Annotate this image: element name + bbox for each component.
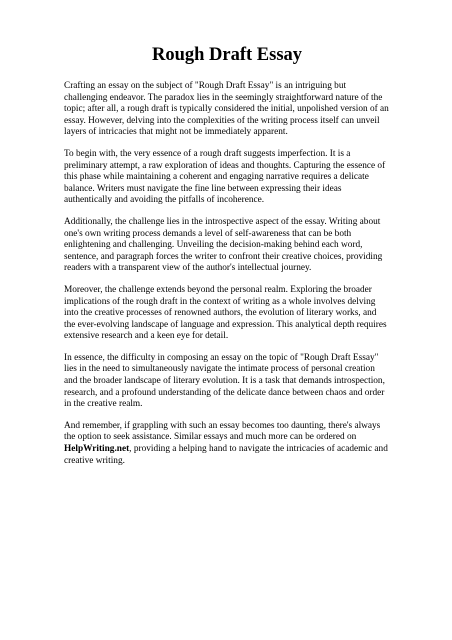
- paragraph-3: Additionally, the challenge lies in the introspective aspect of the essay. Writing about one's own writing process demands a level of self-awareness that can be both enlightening and challenging. Unveiling the decision-making behind each word, sentence, and paragraph forces the writer to confront their creative choices, providing readers with a transparent view of the author's intellectual journey.: [64, 216, 383, 274]
- closing-text-before: And remember, if grappling with such an essay becomes too daunting, there's always the option to seek assistance. Similar essays and much more can be ordered on: [64, 420, 381, 443]
- paragraph-2: To begin with, the very essence of a rough draft suggests imperfection. It is a preliminary attempt, a raw exploration of ideas and thoughts. Capturing the essence of this phase while maintaining a coherent and engaging narrative requires a delicate balance. Writers must navigate the fine line between expressing their ideas authentically and avoiding the pitfalls of incoherence.: [64, 148, 386, 206]
- closing-paragraph: [64, 421, 390, 467]
- document-title: Rough Draft Essay: [151, 45, 303, 65]
- helpwriting-link[interactable]: HelpWriting.net: [64, 444, 130, 455]
- paragraph-1: Crafting an essay on the subject of "Rough Draft Essay" is an intriguing but challenging endeavor. The paradox lies in the seemingly straightforward nature of the topic; after all, a rough draft is typically considered the initial, unpolished version of an essay. However, delving into the complexities of the writing process itself can unveil layers of intricacies that might not be immediately apparent.: [64, 81, 389, 138]
- paragraph-4: Moreover, the challenge extends beyond the personal realm. Exploring the broader implications of the rough draft in the context of writing as a whole involves delving into the creative processes of renowned authors, the evolution of literary works, and the ever-evolving landscape of language and expression. This analytical depth requires extensive research and a keen eye for detail.: [64, 284, 387, 342]
- paragraph-5: In essence, the difficulty in composing an essay on the topic of "Rough Draft Essay" lies in the need to simultaneously navigate the intimate process of personal creation and the broader landscape of literary evolution. It is a task that demands introspection, research, and a profound understanding of the delicate dance between chaos and order in the creative realm.: [64, 352, 385, 410]
- closing-text-after: , providing a helping hand to navigate the intricacies of academic and creative writing.: [64, 444, 388, 466]
